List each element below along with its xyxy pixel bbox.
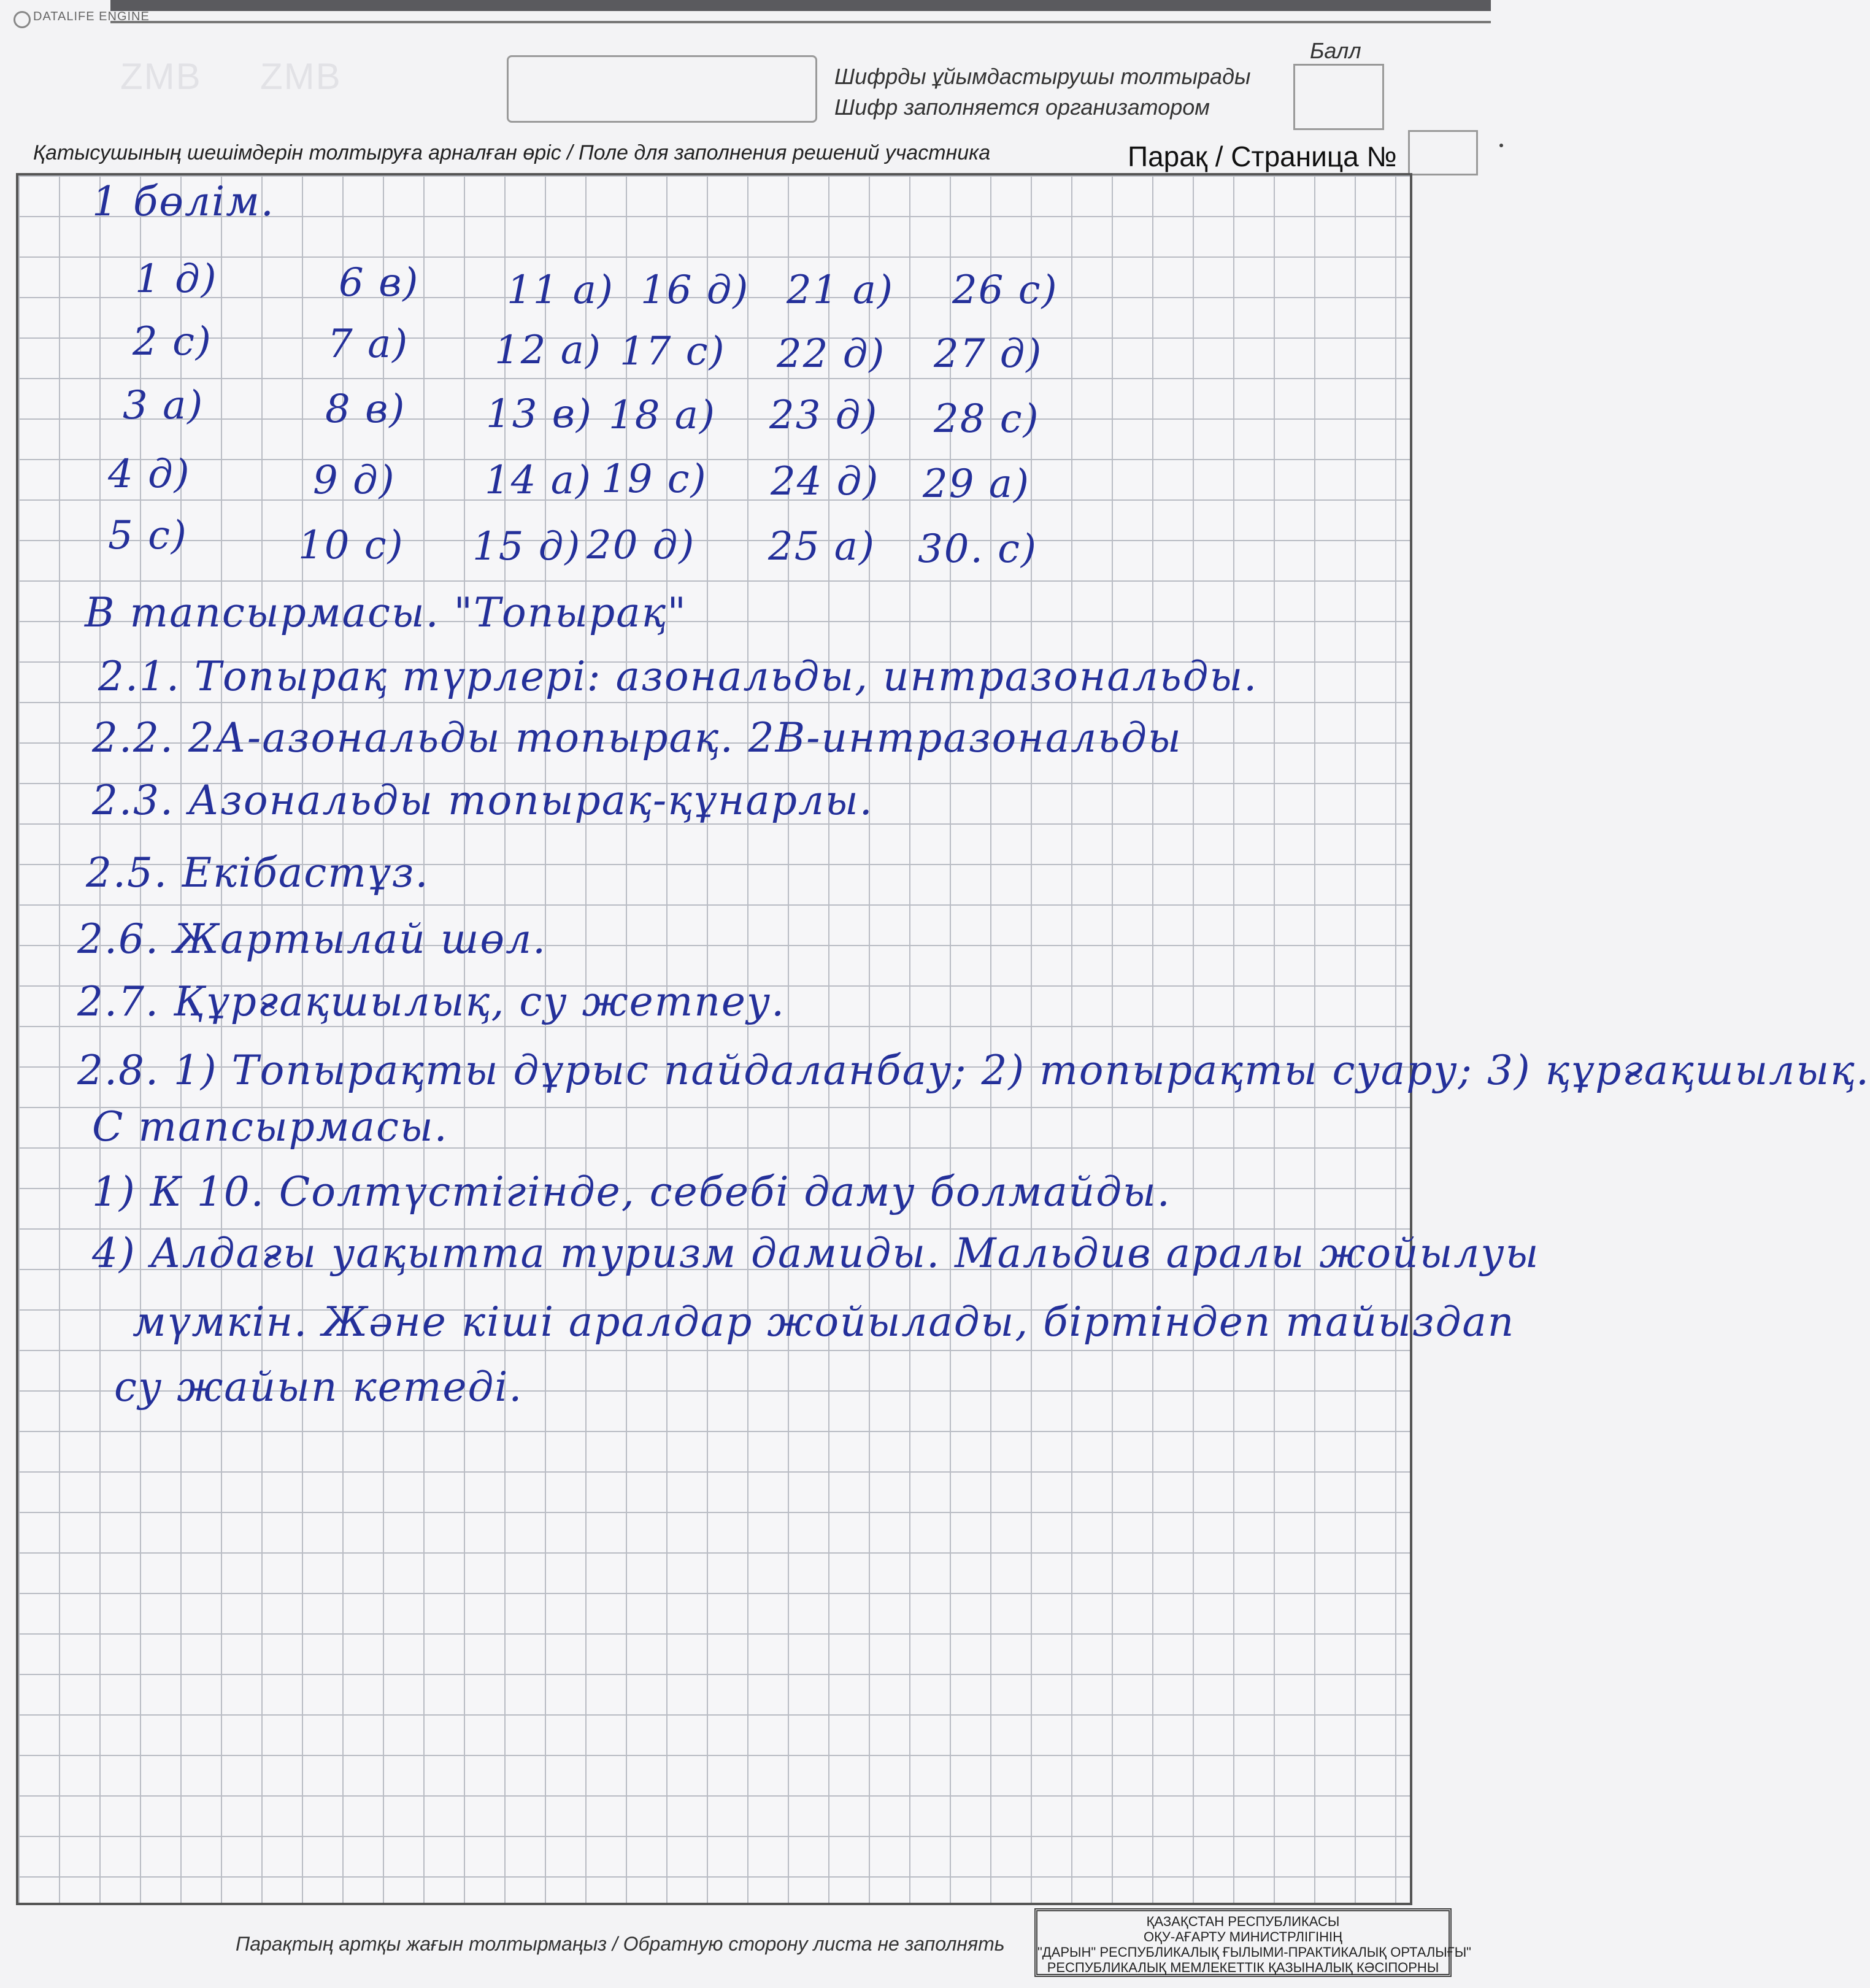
answer-2-8: 2.8. 1) Топырақты дұрыс пайдаланбау; 2) топырақты суару; 3) құрғақшылық. xyxy=(77,1047,1870,1094)
answer-2-3: 2.3. Азональды топырақ-құнарлы. xyxy=(92,777,874,824)
answer-5: 5 с) xyxy=(108,513,188,558)
answer-12: 12 а) xyxy=(494,328,602,373)
cipher-note-kz: Шифрды ұйымдастырушы толтырады xyxy=(834,64,1251,89)
answer-14: 14 а) xyxy=(485,458,592,503)
answer-30: 30. с) xyxy=(918,526,1037,572)
answer-24: 24 д) xyxy=(771,459,880,504)
answer-2-6: 2.6. Жартылай шөл. xyxy=(77,915,547,963)
stamp-line-2: ОҚУ-АҒАРТУ МИНИСТРЛІГІНІҢ xyxy=(1143,1929,1343,1944)
answer-18: 18 а) xyxy=(609,393,716,438)
answer-16: 16 д) xyxy=(641,268,750,313)
answer-22: 22 д) xyxy=(777,331,886,377)
top-edge-bar xyxy=(110,0,1491,11)
back-side-note: Парақтың артқы жағын толтырмаңыз / Обратную сторону листа не заполнять xyxy=(236,1933,1005,1955)
score-label: Балл xyxy=(1310,38,1361,63)
section-title: 1 бөлім. xyxy=(92,178,275,225)
zmb-mark-2: ZMB xyxy=(260,56,342,97)
task-c-heading: С тапсырмасы. xyxy=(92,1103,448,1150)
answer-9: 9 д) xyxy=(313,458,396,503)
answer-28: 28 с) xyxy=(934,396,1040,442)
stamp-line-1: ҚАЗАҚСТАН РЕСПУБЛИКАСЫ xyxy=(1146,1914,1340,1929)
answer-2-7: 2.7. Құрғақшылық, су жетпеу. xyxy=(77,978,786,1025)
margin-dot xyxy=(1499,144,1503,147)
field-caption: Қатысушының шешімдерін толтыруға арналған өріс / Поле для заполнения решений участника xyxy=(33,141,991,164)
answer-c-4-line-1: 4) Алдағы уақытта туризм дамиды. Мальдив аралы жойылуы xyxy=(92,1230,1540,1277)
zmb-mark-1: ZMB xyxy=(120,56,202,97)
stamp-line-4: РЕСПУБЛИКАЛЫҚ МЕМЛЕКЕТТІК ҚАЗЫНАЛЫҚ КӘСІПОРНЫ xyxy=(1047,1960,1439,1975)
watermark-text: DATALIFE ENGINE xyxy=(33,10,150,23)
answer-c-4-line-3: су жайып кетеді. xyxy=(114,1363,523,1411)
answer-7: 7 а) xyxy=(328,322,409,367)
answer-21: 21 а) xyxy=(787,268,894,313)
cipher-note-ru: Шифр заполняется организатором xyxy=(834,94,1210,120)
answer-3: 3 а) xyxy=(123,383,204,428)
answer-4: 4 д) xyxy=(108,452,191,497)
answer-13: 13 в) xyxy=(486,391,593,437)
answer-29: 29 а) xyxy=(923,461,1030,507)
answer-2-1: 2.1. Топырақ түрлері: азональды, интразональды. xyxy=(98,653,1258,700)
cipher-box xyxy=(507,55,817,123)
answer-11: 11 а) xyxy=(507,268,614,313)
answer-2-5: 2.5. Екібастұз. xyxy=(86,849,429,896)
page-number-label: Парақ / Страница № xyxy=(1128,141,1397,172)
answer-19: 19 с) xyxy=(601,457,707,502)
answer-23: 23 д) xyxy=(769,393,879,438)
answer-27: 27 д) xyxy=(934,331,1043,377)
answer-2: 2 с) xyxy=(133,319,212,364)
top-edge-line xyxy=(110,21,1491,23)
watermark-logo-icon xyxy=(13,11,31,28)
answer-6: 6 в) xyxy=(339,260,420,306)
score-box xyxy=(1293,64,1384,130)
answer-2-2: 2.2. 2А-азональды топырақ. 2В-интразональды xyxy=(92,714,1182,761)
page-number-box xyxy=(1408,130,1478,175)
watermark xyxy=(13,9,198,31)
answer-20: 20 д) xyxy=(587,523,696,568)
answer-c-4-line-2: мүмкін. Және кіші аралдар жойылады, біртіндеп тайыздап xyxy=(133,1298,1515,1346)
answer-10: 10 с) xyxy=(298,523,404,568)
stamp-line-3: "ДАРЫН" РЕСПУБЛИКАЛЫҚ ҒЫЛЫМИ-ПРАКТИКАЛЫҚ ОРТАЛЫҒЫ" xyxy=(1037,1944,1471,1960)
answer-15: 15 д) xyxy=(472,524,582,569)
task-b-heading: В тапсырмасы. "Топырақ" xyxy=(85,589,687,636)
answer-26: 26 с) xyxy=(952,268,1058,313)
answer-17: 17 с) xyxy=(620,329,726,374)
answer-25: 25 а) xyxy=(768,524,875,569)
answer-1: 1 д) xyxy=(135,256,218,302)
answer-c-1: 1) К 10. Солтүстігінде, себебі даму болмайды. xyxy=(92,1168,1171,1216)
organization-stamp xyxy=(1034,1908,1471,1977)
answer-8: 8 в) xyxy=(325,387,406,432)
